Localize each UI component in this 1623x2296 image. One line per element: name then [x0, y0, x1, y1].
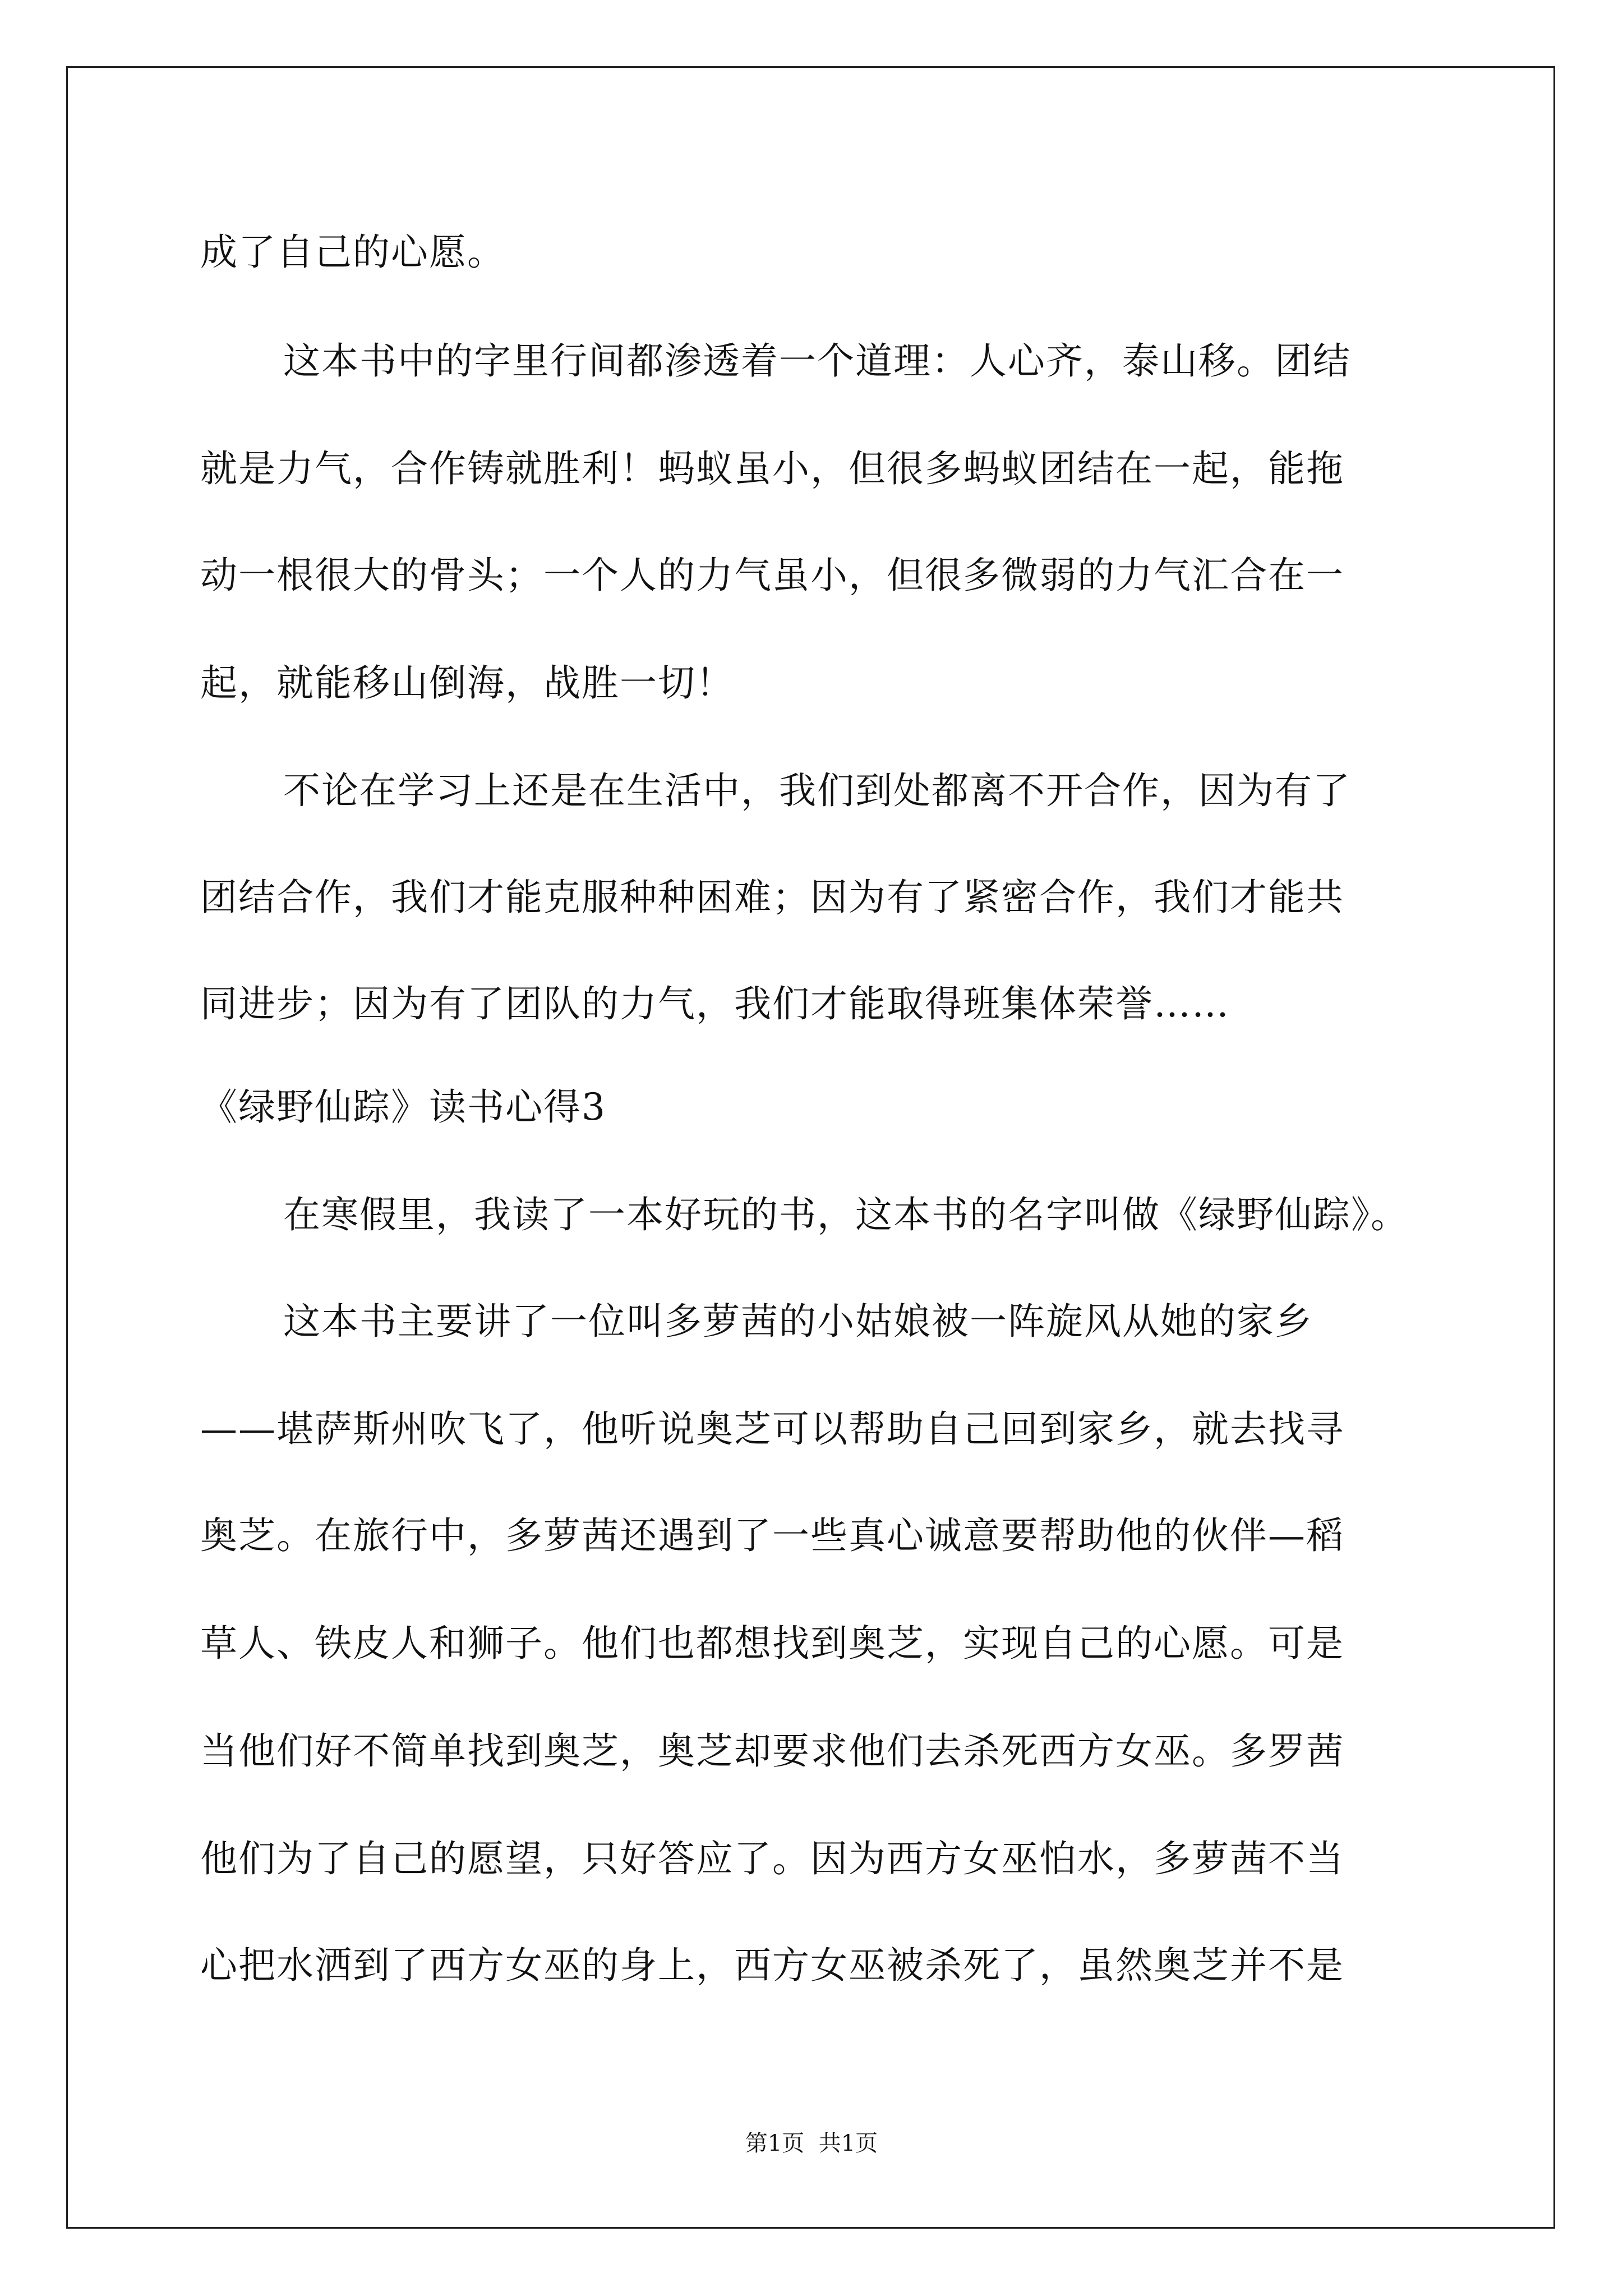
paragraph-line: 这本书主要讲了一位叫多萝茜的小姑娘被一阵旋风从她的家乡 [283, 1300, 1313, 1343]
text-line: 就是力气，合作铸就胜利！蚂蚁虽小，但很多蚂蚁团结在一起，能拖 [200, 447, 1344, 490]
text-line: 心把水洒到了西方女巫的身上，西方女巫被杀死了，虽然奥芝并不是 [200, 1944, 1344, 1987]
text-line: 团结合作，我们才能克服种种困难；因为有了紧密合作，我们才能共 [200, 876, 1344, 919]
text-line: 成了自己的心愿。 [200, 231, 505, 274]
paragraph-line: 这本书中的字里行间都渗透着一个道理：人心齐，泰山移。团结 [283, 339, 1351, 383]
text-line: 动一根很大的骨头；一个人的力气虽小，但很多微弱的力气汇合在一 [200, 554, 1344, 597]
text-line: ——堪萨斯州吹飞了，他听说奥芝可以帮助自己回到家乡，就去找寻 [200, 1407, 1344, 1451]
text-line: 当他们好不简单找到奥芝，奥芝却要求他们去杀死西方女巫。多罗茜 [200, 1729, 1344, 1773]
text-line: 同进步；因为有了团队的力气，我们才能取得班集体荣誉…… [200, 982, 1230, 1025]
text-line: 他们为了自己的愿望，只好答应了。因为西方女巫怕水，多萝茜不当 [200, 1837, 1344, 1880]
paragraph-line: 在寒假里，我读了一本好玩的书，这本书的名字叫做《绿野仙踪》。 [283, 1193, 1409, 1236]
page-footer: 第1页 共1页 [745, 2131, 878, 2156]
paragraph-line: 不论在学习上还是在生活中，我们到处都离不开合作，因为有了 [283, 769, 1351, 812]
page-border [66, 66, 1555, 2229]
text-line: 起，就能移山倒海，战胜一切！ [200, 661, 734, 705]
section-heading: 《绿野仙踪》读书心得3 [200, 1085, 606, 1129]
text-line: 草人、铁皮人和狮子。他们也都想找到奥芝，实现自己的心愿。可是 [200, 1622, 1344, 1665]
text-line: 奥芝。在旅行中，多萝茜还遇到了一些真心诚意要帮助他的伙伴—稻 [200, 1514, 1344, 1557]
